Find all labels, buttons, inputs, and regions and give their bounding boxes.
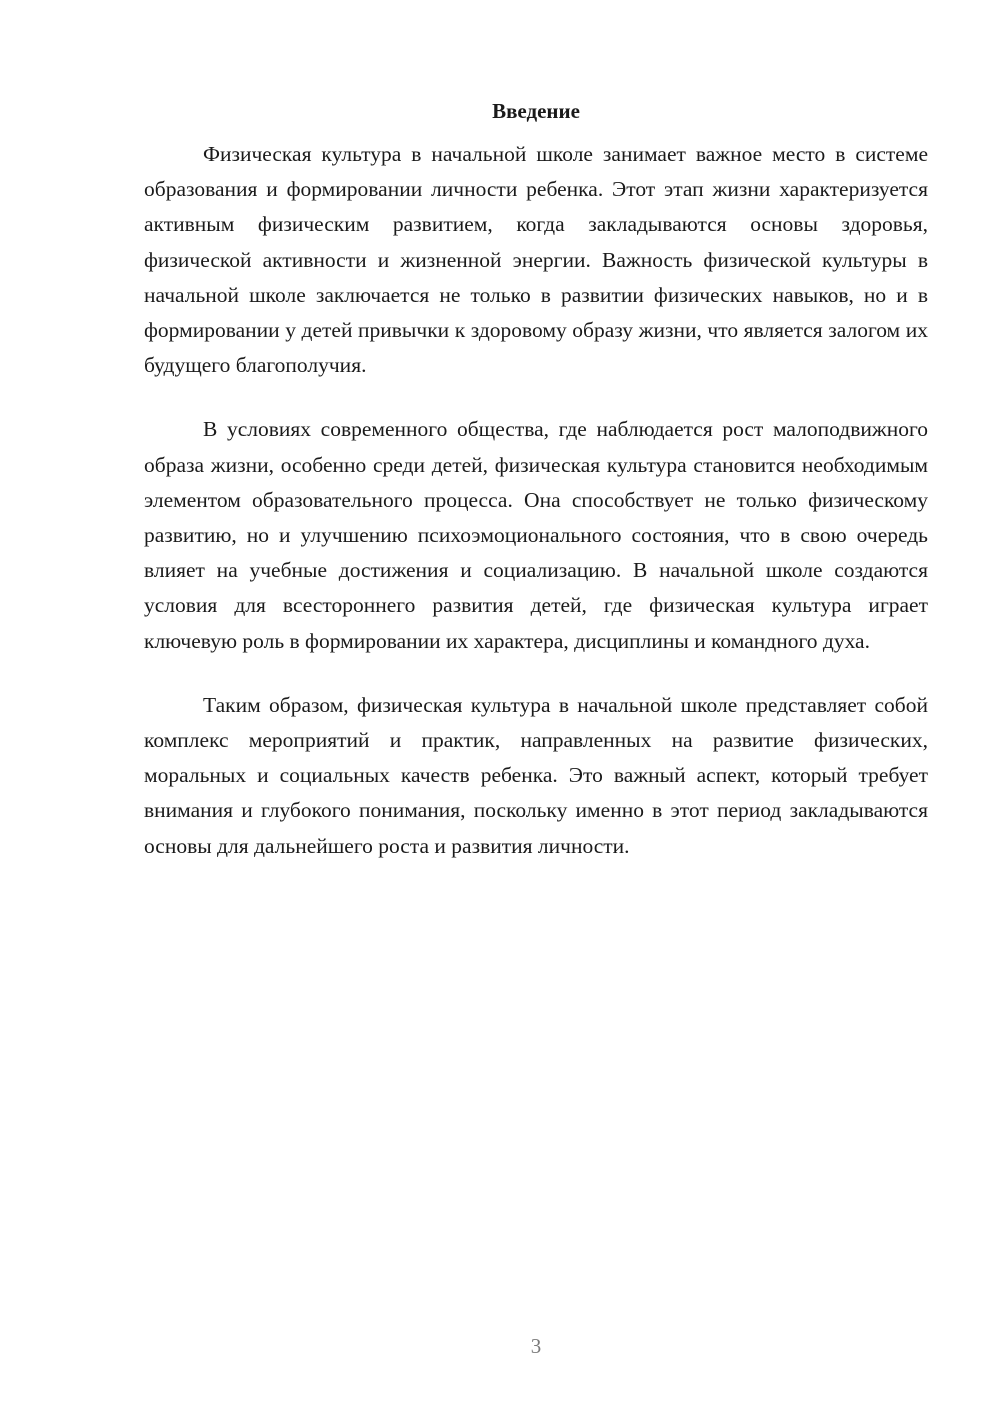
page-content <box>144 96 928 893</box>
paragraph-1: Физическая культура в начальной школе занимает важное место в системе образования и формировании личности ребенка. Этот этап жизни характеризуется активным физическим развитием, когда закладываются основы здоровья, физической активности и жизненной энергии. Важность физической культуры в начальной школе заключается не только в развитии физических навыков, но и в формировании у детей привычки к здоровому образу жизни, что является залогом их будущего благополучия. <box>144 142 928 378</box>
section-title: Введение <box>492 99 580 123</box>
page-number: 3 <box>530 1334 542 1358</box>
paragraph-2: В условиях современного общества, где наблюдается рост малоподвижного образа жизни, особенно среди детей, физическая культура становится необходимым элементом образовательного процесса. Она способствует не только физическому развитию, но и улучшению психоэмоционального состояния, что в свою очередь влияет на учебные достижения и социализацию. В начальной школе создаются условия для всестороннего развития детей, где физическая культура играет ключевую роль в формировании их характера, дисциплины и командного духа. <box>144 417 928 653</box>
paragraph-3: Таким образом, физическая культура в начальной школе представляет собой комплекс мероприятий и практик, направленных на развитие физических, моральных и социальных качеств ребенка. Это важный аспект, который требует внимания и глубокого понимания, поскольку именно в этот период закладываются основы для дальнейшего роста и развития личности. <box>144 692 928 858</box>
